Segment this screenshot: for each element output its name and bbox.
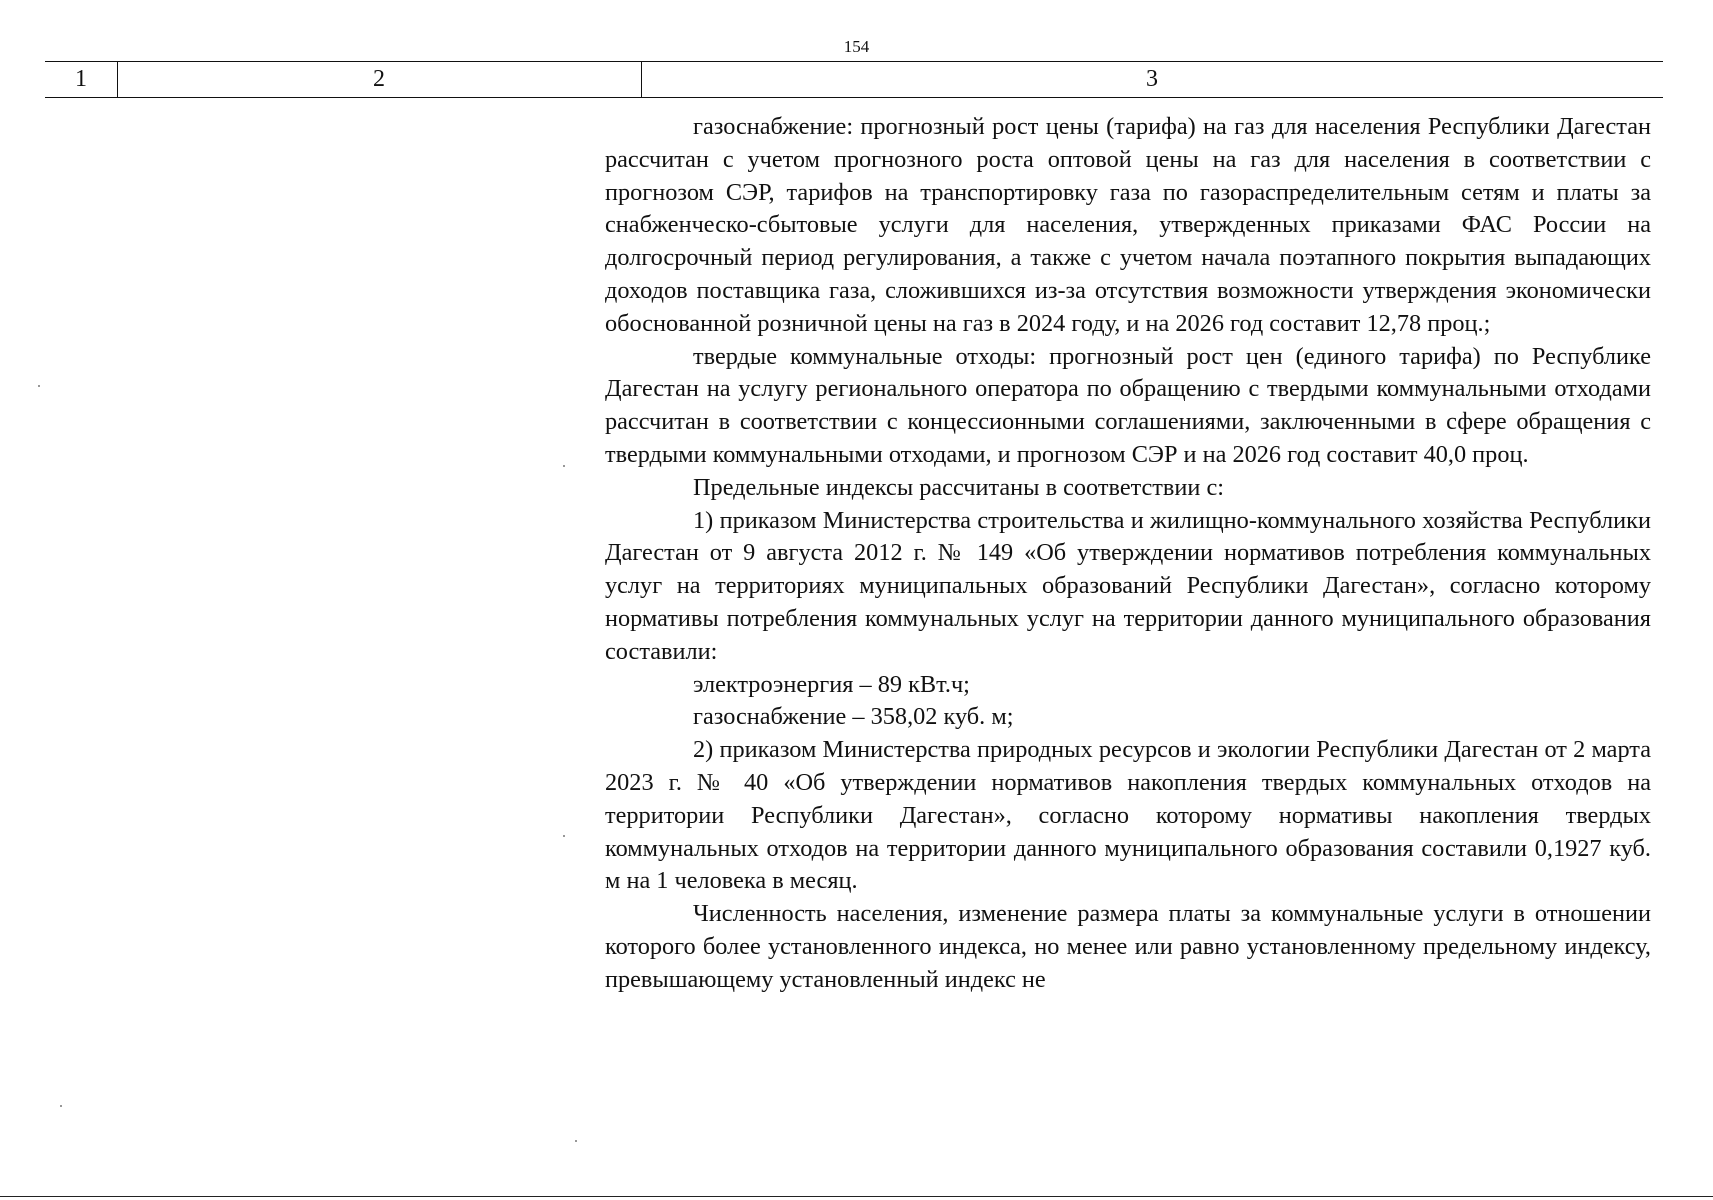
paragraph-solid-waste-forecast: твердые коммунальные отходы: прогнозный рост цен (единого тарифа) по Республике Дагестан на услугу регионального оператора по обращению с твердыми коммунальными отходами рассчитан в соответствии с концессионными соглашениями, заключенными в сфере обращения с твердыми коммунальными отходами, и прогнозом СЭР и на 2026 год составит 40,0 проц.: [605, 342, 1651, 468]
paragraph-indices-basis: Предельные индексы рассчитаны в соответствии с:: [693, 473, 1225, 501]
page-number: 154: [843, 37, 870, 56]
document-body: [605, 111, 1651, 997]
paragraph-electricity-norm: электроэнергия – 89 кВт.ч;: [693, 670, 970, 698]
scan-speck: [38, 385, 40, 387]
column-number-2: 2: [373, 66, 385, 92]
table-header-row: [45, 61, 1663, 98]
paragraph-population-count: Численность населения, изменение размера платы за коммунальные услуги в отношении которого более установленного индекса, но менее или равно установленному предельному индексу, превышающему установленный индекс не: [605, 900, 1651, 993]
paragraph-order-ecology-ministry: 2) приказом Министерства природных ресурсов и экологии Республики Дагестан от 2 марта 2023 г. № 40 «Об утверждении нормативов накопления твердых коммунальных отходов на территории Республики Дагестан», согласно которому нормативы накопления твердых коммунальных отходов на территории данного муниципального образования составили 0,1927 куб. м на 1 человека в месяц.: [605, 736, 1651, 895]
paragraph-order-construction-ministry: 1) приказом Министерства строительства и жилищно-коммунального хозяйства Республики Дагестан от 9 августа 2012 г. № 149 «Об утверждении нормативов потребления коммунальных услуг на территориях муниципальных образований Республики Дагестан», согласно которому нормативы потребления коммунальных услуг на территории данного муниципального образования составили:: [605, 506, 1651, 665]
scan-speck: [563, 465, 565, 467]
paragraph-gas-norm: газоснабжение – 358,02 куб. м;: [693, 703, 1014, 731]
scan-speck: [563, 835, 565, 837]
page-bottom-rule: [0, 1196, 1713, 1197]
scan-speck: [60, 1105, 62, 1107]
paragraph-gas-supply-forecast: газоснабжение: прогнозный рост цены (тарифа) на газ для населения Республики Дагестан рассчитан с учетом прогнозного роста оптовой цены на газ для населения в соответствии с прогнозом СЭР, тарифов на транспортировку газа по газораспределительным сетям и платы за снабженческо-сбытовые услуги для населения, утвержденных приказами ФАС России на долгосрочный период регулирования, а также с учетом начала поэтапного покрытия выпадающих доходов поставщика газа, сложившихся из-за отсутствия возможности утверждения экономически обоснованной розничной цены на газ в 2024 году, и на 2026 год составит 12,78 проц.;: [605, 113, 1651, 337]
column-number-1: 1: [75, 66, 87, 92]
scan-speck: [575, 1140, 577, 1142]
column-number-3: 3: [1146, 66, 1158, 92]
